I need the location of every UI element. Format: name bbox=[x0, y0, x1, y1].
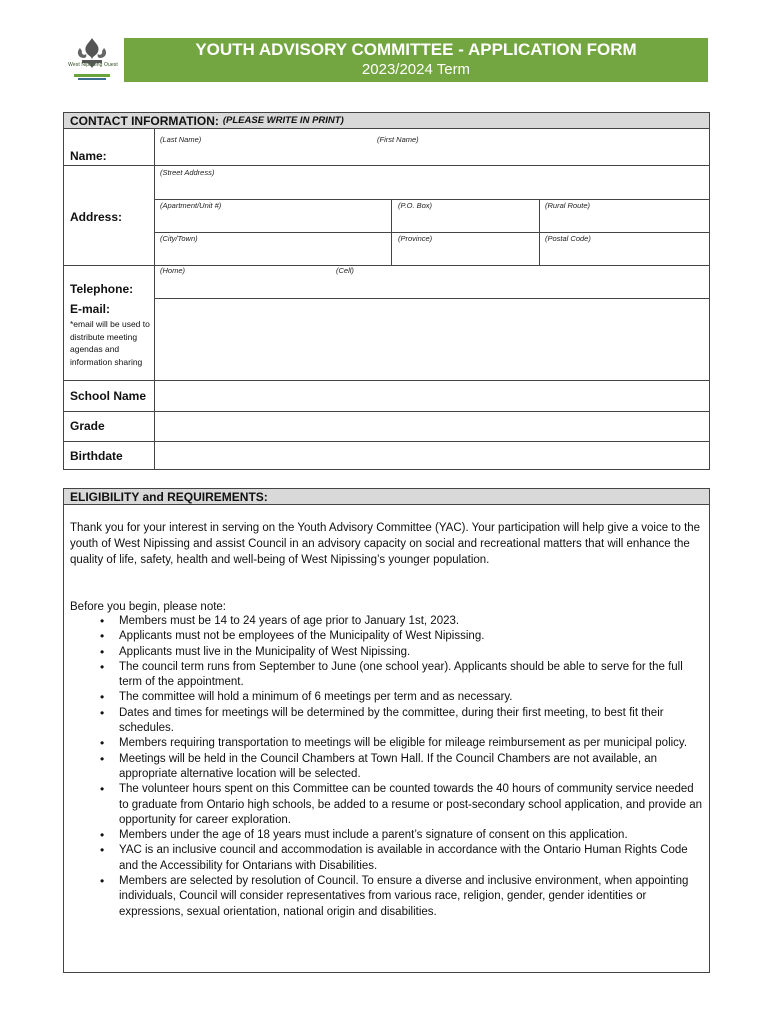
eligibility-heading-text: ELIGIBILITY and REQUIREMENTS: bbox=[70, 489, 268, 504]
apartment-field[interactable] bbox=[156, 200, 390, 231]
address-label: Address: bbox=[70, 210, 123, 224]
form-term: 2023/2024 Term bbox=[361, 61, 471, 78]
list-item: • Dates and times for meetings will be determined by the committee, during their first meeting, to best fit their schedules. bbox=[70, 706, 706, 737]
street-address-caption: (Street Address) bbox=[160, 168, 215, 177]
grade-label: Grade bbox=[70, 419, 105, 433]
municipality-logo bbox=[66, 36, 118, 82]
email-label: E-mail: bbox=[70, 302, 111, 316]
form-title-banner bbox=[124, 38, 708, 82]
apartment-caption: (Apartment/Unit #) bbox=[160, 201, 222, 210]
po-box-caption: (P.O. Box) bbox=[398, 201, 433, 210]
list-item: • The council term runs from September to June (one school year). Applicants should be able to serve for the full term of the appointment. bbox=[70, 660, 706, 691]
requirements-list bbox=[70, 614, 706, 920]
list-item: • Applicants must not be employees of the Municipality of West Nipissing. bbox=[70, 629, 706, 644]
print-instruction: (PLEASE WRITE IN PRINT) bbox=[222, 115, 344, 126]
birthdate-label: Birthdate bbox=[70, 449, 123, 463]
postal-code-caption: (Postal Code) bbox=[545, 234, 591, 243]
po-box-field[interactable] bbox=[392, 200, 538, 231]
postal-code-field[interactable] bbox=[540, 233, 708, 264]
email-usage-note: *email will be used to distribute meeting agendas and information sharing bbox=[70, 319, 150, 367]
birthdate-field[interactable] bbox=[156, 442, 708, 469]
province-field[interactable] bbox=[392, 233, 538, 264]
first-name-field[interactable] bbox=[373, 130, 708, 164]
list-item: • Meetings will be held in the Council Chambers at Town Hall. If the Council Chambers are not available, an appropriate alternative location will be selected. bbox=[70, 752, 706, 783]
list-item: • Members under the age of 18 years must include a parent’s signature of consent on this application. bbox=[70, 828, 706, 843]
email-field[interactable] bbox=[156, 300, 708, 379]
city-field[interactable] bbox=[156, 233, 390, 264]
list-item: • Members must be 14 to 24 years of age prior to January 1st, 2023. bbox=[70, 614, 706, 629]
last-name-caption: (Last Name) bbox=[160, 135, 202, 144]
city-caption: (City/Town) bbox=[160, 234, 198, 243]
rural-route-caption: (Rural Route) bbox=[545, 201, 591, 210]
street-address-field[interactable] bbox=[156, 166, 708, 198]
last-name-field[interactable] bbox=[156, 130, 372, 164]
contact-heading-text: CONTACT INFORMATION: bbox=[70, 113, 219, 128]
list-item: • The committee will hold a minimum of 6 meetings per term and as necessary. bbox=[70, 690, 706, 705]
eligibility-intro: Thank you for your interest in serving on the Youth Advisory Committee (YAC). Your participation will help give a voice to the youth of West Nipissing and assist Council in an advisory capacity on social and recreational matters that will enhance the quality of life, safety, health and well-being of West Nipissing’s younger population. bbox=[70, 522, 701, 566]
contact-section-heading bbox=[64, 113, 709, 129]
home-phone-field[interactable] bbox=[156, 266, 332, 297]
eligibility-section-heading bbox=[64, 489, 709, 505]
list-item: • Members are selected by resolution of Council. To ensure a diverse and inclusive environment, when appointing individuals, Council will consider representatives from various race, religion, gender, gender identities or expressions, sexual orientation, national origin and disabilities. bbox=[70, 874, 706, 920]
school-name-label: School Name bbox=[70, 389, 147, 403]
list-item: • YAC is an inclusive council and accommodation is available in accordance with the Ontario Human Rights Code and the Accessibility for Ontarians with Disabilities. bbox=[70, 843, 706, 874]
cell-phone-caption: (Cell) bbox=[336, 266, 354, 275]
name-label: Name: bbox=[70, 149, 107, 163]
list-item: • Members requiring transportation to meetings will be eligible for mileage reimbursement as per municipal policy. bbox=[70, 736, 706, 751]
grade-field[interactable] bbox=[156, 412, 708, 440]
list-item: • The volunteer hours spent on this Committee can be counted towards the 40 hours of community service needed to graduate from Ontario high schools, be added to a resume or post-secondary school application, and provide an opportunity for career exploration. bbox=[70, 782, 706, 828]
logo-caption: West Nipissing Ouest bbox=[68, 62, 118, 68]
school-name-field[interactable] bbox=[156, 381, 708, 410]
list-item: • Applicants must live in the Municipality of West Nipissing. bbox=[70, 645, 706, 660]
province-caption: (Province) bbox=[398, 234, 433, 243]
before-you-begin: Before you begin, please note: bbox=[70, 601, 227, 613]
home-phone-caption: (Home) bbox=[160, 266, 186, 275]
first-name-caption: (First Name) bbox=[377, 135, 419, 144]
telephone-label: Telephone: bbox=[70, 282, 134, 296]
form-title: YOUTH ADVISORY COMMITTEE - APPLICATION FORM bbox=[195, 40, 637, 59]
rural-route-field[interactable] bbox=[540, 200, 708, 231]
cell-phone-field[interactable] bbox=[334, 266, 708, 297]
